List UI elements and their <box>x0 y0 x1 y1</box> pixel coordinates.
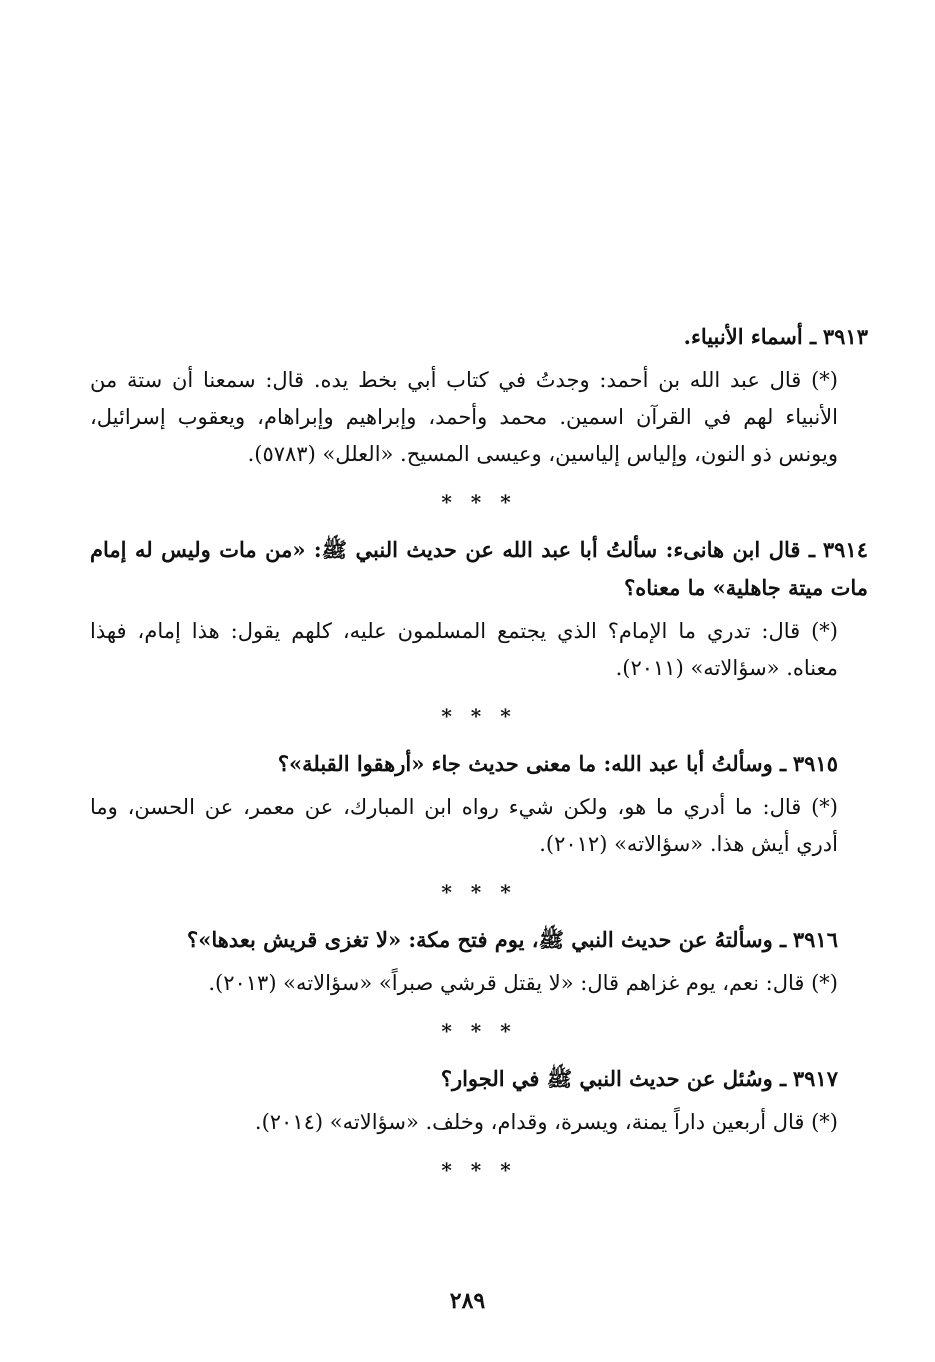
entry-heading-line <box>90 921 868 959</box>
entry-3913 <box>90 318 868 473</box>
page-body <box>90 318 868 1199</box>
entry-paragraph: (*) قال: ما أدري ما هو، ولكن شيء رواه ابن المبارك، عن معمر، عن الحسن، وما أدري أيش هذا. «سؤالاته» (٢٠١٢). <box>90 795 838 856</box>
entry-3915 <box>90 745 868 863</box>
entry-number: ٣٩١٧ <box>792 1066 838 1091</box>
entry-heading-line <box>90 318 868 356</box>
entry-3916 <box>90 921 868 1002</box>
entry-heading: ـ وسألتهُ عن حديث النبي ﷺ، يوم فتح مكة: «لا تغزى قريش بعدها»؟ <box>187 927 787 952</box>
page-number: ٢٨٩ <box>449 1288 486 1314</box>
entry-3917 <box>90 1060 868 1141</box>
entry-heading: ـ قال ابن هانىء: سألتُ أبا عبد الله عن حديث النبي ﷺ: «من مات وليس له إمام مات ميتة جاهلية» ما معناه؟ <box>90 537 868 600</box>
entry-paragraph: (*) قال أربعين داراً يمنة، ويسرة، وقدام، وخلف. «سؤالاته» (٢٠١٤). <box>254 1110 838 1134</box>
entry-paragraph: (*) قال: تدري ما الإمام؟ الذي يجتمع المسلمون عليه، كلهم يقول: هذا إمام، فهذا معناه. «سؤالاته» (٢٠١١). <box>90 619 838 680</box>
entry-heading-line <box>90 745 868 783</box>
section-separator: * * * <box>441 490 517 514</box>
entry-number: ٣٩١٤ <box>822 537 868 562</box>
section-separator: * * * <box>441 1019 517 1043</box>
entry-3914 <box>90 531 868 687</box>
entry-heading: ـ أسماء الأنبياء. <box>683 324 817 349</box>
entry-paragraph: (*) قال عبد الله بن أحمد: وجدتُ في كتاب أبي بخط يده. قال: سمعنا أن ستة من الأنبياء لهم في القرآن اسمين. محمد وأحمد، وإبراهيم وإبراهام، ويعقوب إسرائيل، ويونس ذو النون، وإلياس إلياسين، وعيسى المسيح. «العلل» (٥٧٨٣). <box>90 368 838 466</box>
entry-number: ٣٩١٦ <box>792 927 838 952</box>
entry-number: ٣٩١٣ <box>822 324 868 349</box>
section-separator: * * * <box>441 704 517 728</box>
entry-heading: ـ وسُئل عن حديث النبي ﷺ في الجوار؟ <box>440 1066 787 1091</box>
entry-heading-line <box>90 531 868 607</box>
entry-paragraph: (*) قال: نعم، يوم غزاهم قال: «لا يقتل قرشي صبراً» «سؤالاته» (٢٠١٣). <box>208 971 838 995</box>
section-separator: * * * <box>441 1158 517 1182</box>
entry-heading: ـ وسألتُ أبا عبد الله: ما معنى حديث جاء «أرهقوا القبلة»؟ <box>277 751 787 776</box>
entry-number: ٣٩١٥ <box>792 751 838 776</box>
section-separator: * * * <box>441 880 517 904</box>
entry-heading-line <box>90 1060 868 1098</box>
